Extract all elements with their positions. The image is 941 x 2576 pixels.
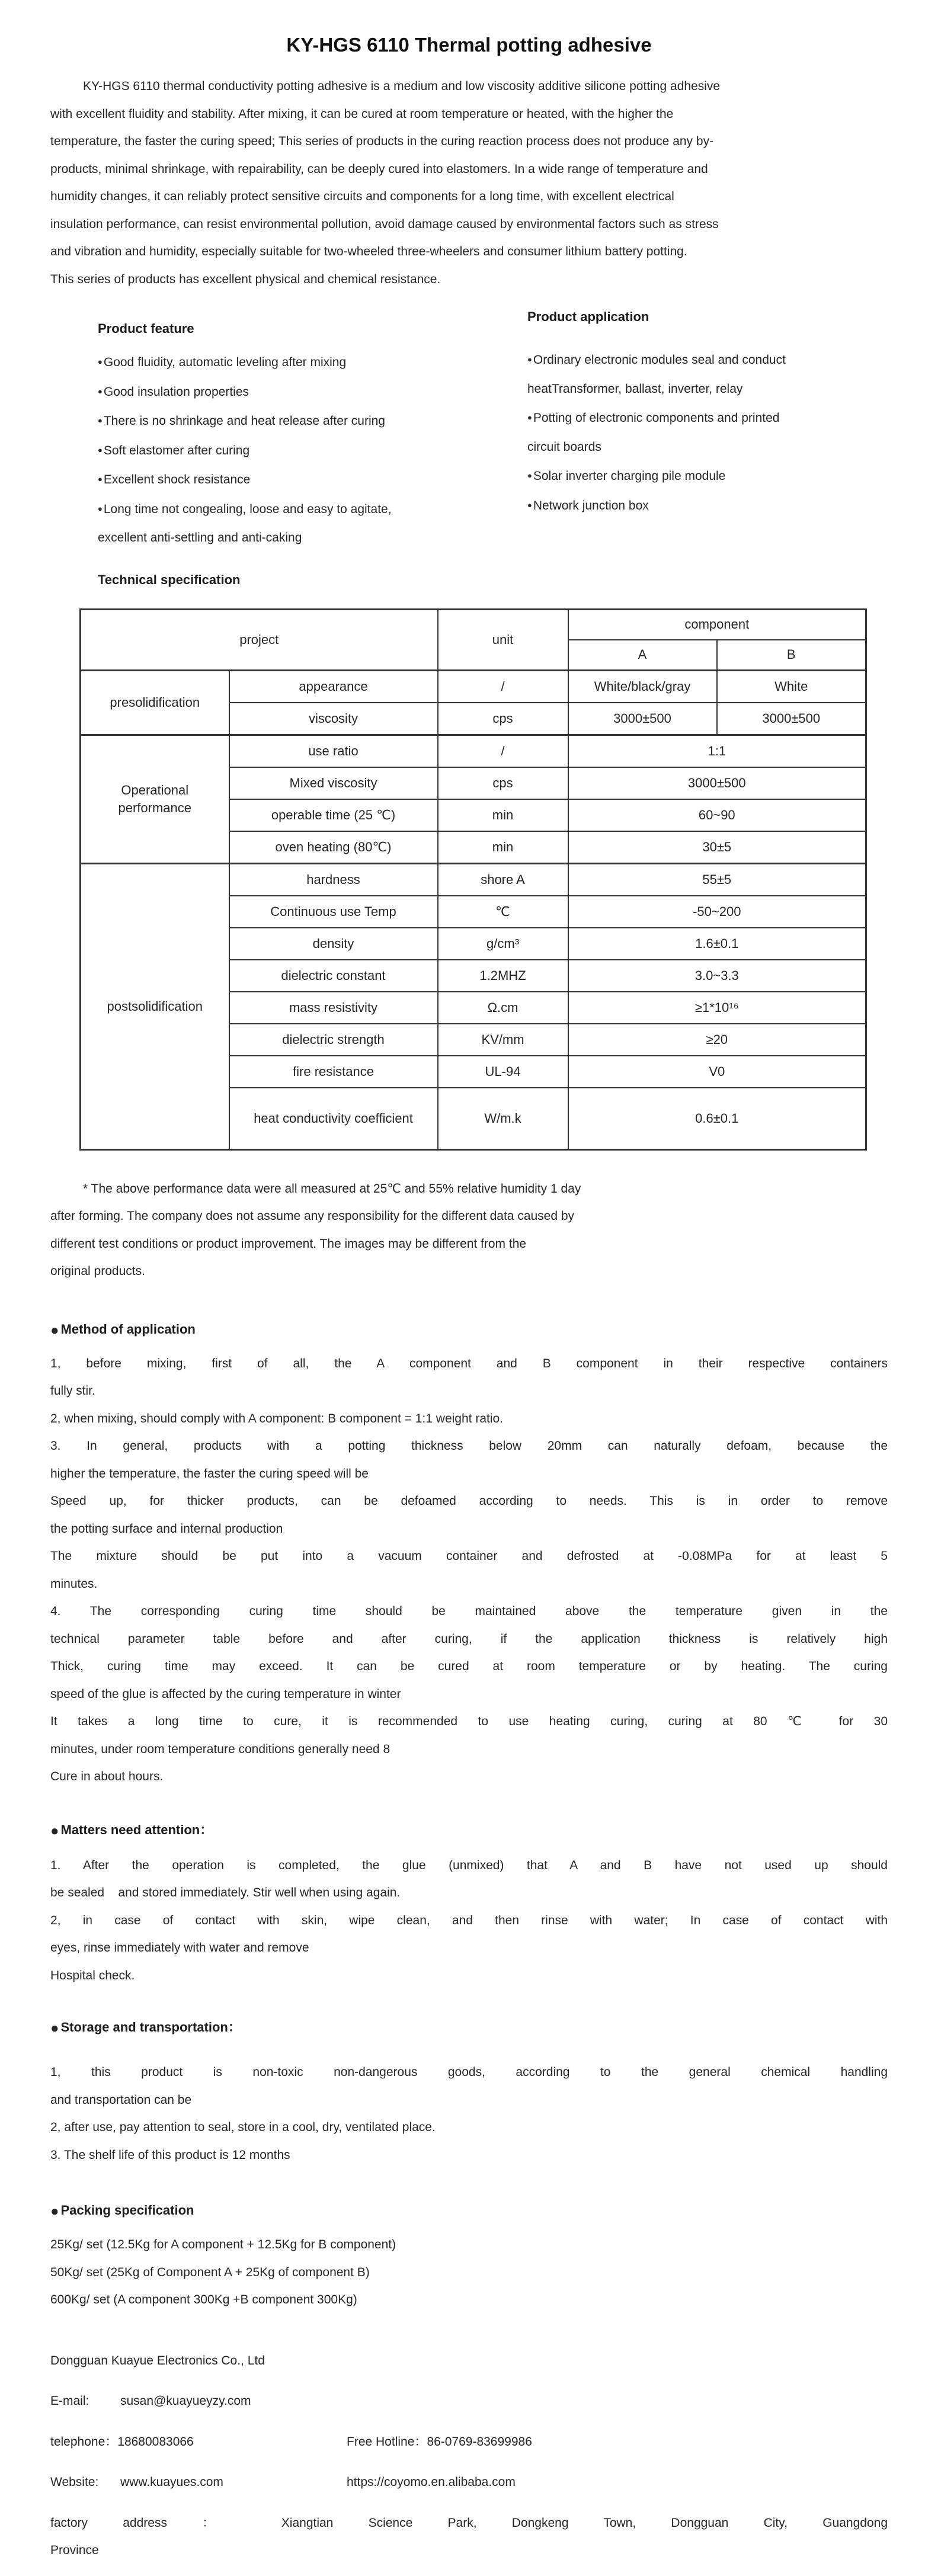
- table-row: [81, 670, 866, 703]
- line-text: minutes.: [50, 1577, 98, 1591]
- email-row: [50, 2388, 888, 2415]
- line-text: Speed up, for thicker products, can be defoamed according to needs. This is in order to remove: [50, 1494, 888, 1508]
- table-cell: dielectric constant: [229, 960, 438, 992]
- line-text: Potting of electronic components and printed: [533, 411, 780, 425]
- section-heading-text: Matters need attention：: [60, 1822, 213, 1837]
- section-heading-text: Storage and transportation：: [60, 2020, 241, 2034]
- email-label: E-mail:: [50, 2394, 89, 2408]
- table-cell: 1:1: [568, 735, 866, 767]
- table-cell: V0: [568, 1056, 866, 1088]
- table-cell: operable time (25 ℃): [229, 799, 438, 831]
- table-cell: Mixed viscosity: [229, 767, 438, 799]
- email-value: susan@kuayueyzy.com: [120, 2394, 251, 2408]
- line-text: * The above performance data were all measured at 25℃ and 55% relative humidity 1 day: [83, 1181, 581, 1196]
- feature-item: [98, 465, 527, 495]
- product-feature-column: [50, 303, 527, 553]
- table-cell: /: [438, 670, 568, 703]
- note-line: [50, 1258, 888, 1286]
- bullet-icon: ●: [50, 2020, 59, 2036]
- table-cell: UL-94: [438, 1056, 568, 1088]
- method-line: [50, 1516, 888, 1543]
- section-heading-packing: [50, 2196, 888, 2225]
- packing-line: [50, 2286, 888, 2314]
- table-cell: cps: [438, 767, 568, 799]
- table-row: [81, 735, 866, 767]
- note-line: [50, 1203, 888, 1231]
- table-header-unit: unit: [438, 609, 568, 670]
- table-cell: density: [229, 928, 438, 960]
- line-text: Good insulation properties: [103, 385, 249, 399]
- line-text: Excellent shock resistance: [103, 473, 251, 486]
- website-value: www.kuayues.com: [120, 2475, 223, 2489]
- bullet-icon: ●: [527, 355, 532, 364]
- line-text: excellent anti-settling and anti-caking: [98, 531, 302, 544]
- intro-line: [50, 156, 888, 184]
- line-text: Solar inverter charging pile module: [533, 469, 726, 483]
- line-text: eyes, rinse immediately with water and remove: [50, 1941, 309, 1955]
- factory-address-line: [50, 2537, 888, 2565]
- section-heading-technical-specification: [50, 566, 888, 594]
- method-line: [50, 1653, 888, 1681]
- table-cell: 3000±500: [717, 703, 866, 735]
- method-line: [50, 1571, 888, 1598]
- line-text: minutes, under room temperature conditions generally need 8: [50, 1742, 391, 1756]
- method-line: [50, 1543, 888, 1571]
- section-heading-product-feature: [98, 315, 527, 343]
- technical-specification-table: [79, 608, 867, 1151]
- line-text: technical parameter table before and after curing, if the application thickness is relatively high: [50, 1632, 888, 1646]
- line-text: 2, in case of contact with skin, wipe clean, and then rinse with water; In case of contact with: [50, 1913, 888, 1927]
- table-row: [81, 863, 866, 896]
- table-cell: shore A: [438, 863, 568, 896]
- line-text: 50Kg/ set (25Kg of Component A + 25Kg of component B): [50, 2265, 370, 2279]
- line-text: speed of the glue is affected by the curing temperature in winter: [50, 1687, 401, 1701]
- table-cell: viscosity: [229, 703, 438, 735]
- bullet-icon: ●: [98, 475, 103, 483]
- line-text: There is no shrinkage and heat release after curing: [103, 414, 385, 428]
- method-line: [50, 1377, 888, 1405]
- line-text: 4. The corresponding curing time should be maintained above the temperature given in the: [50, 1604, 888, 1618]
- table-header-row: [81, 609, 866, 640]
- line-text: 3. The shelf life of this product is 12 months: [50, 2148, 290, 2162]
- page-title: KY-HGS 6110 Thermal potting adhesive: [286, 34, 652, 56]
- intro-line: [50, 238, 888, 266]
- method-line: [50, 1598, 888, 1626]
- product-feature-list: [98, 348, 527, 553]
- feature-item: [98, 436, 527, 466]
- line-text: Ordinary electronic modules seal and conduct: [533, 353, 786, 367]
- table-cell: oven heating (80℃): [229, 831, 438, 864]
- bullet-icon: ●: [98, 504, 103, 513]
- table-header-project: project: [81, 609, 438, 670]
- line-text: Province: [50, 2543, 99, 2557]
- bullet-icon: ●: [98, 416, 103, 425]
- line-text: after forming. The company does not assume any responsibility for the different data caused by: [50, 1209, 575, 1223]
- table-cell: 3.0~3.3: [568, 960, 866, 992]
- line-text: higher the temperature, the faster the curing speed will be: [50, 1466, 369, 1481]
- product-application-list: [527, 345, 888, 520]
- bullet-icon: ●: [50, 2203, 59, 2219]
- table-cell: hardness: [229, 863, 438, 896]
- table-header-component-b: B: [717, 640, 866, 671]
- table-group-cell: postsolidification: [81, 863, 229, 1149]
- line-text: temperature, the faster the curing speed; This series of products in the curing reaction process does not produce any by-: [50, 134, 714, 148]
- method-line: [50, 1433, 888, 1460]
- matters-line: [50, 1934, 888, 1962]
- line-text: circuit boards: [527, 440, 601, 454]
- intro-line: [50, 183, 888, 211]
- section-heading-text: Product feature: [98, 321, 194, 336]
- factory-address: [50, 2510, 888, 2565]
- table-cell: appearance: [229, 670, 438, 703]
- website-row: [50, 2469, 888, 2497]
- line-text: 1. After the operation is completed, the glue (unmixed) that A and B have not used up should: [50, 1858, 888, 1872]
- table-cell: ≥1*10¹⁶: [568, 992, 866, 1024]
- intro-line: [50, 128, 888, 156]
- method-line: [50, 1681, 888, 1709]
- application-item: [527, 462, 888, 491]
- table-cell: 60~90: [568, 799, 866, 831]
- line-text: KY-HGS 6110 thermal conductivity potting adhesive is a medium and low viscosity additive silicone potting adhesive: [83, 79, 721, 93]
- packing-line: [50, 2231, 888, 2259]
- storage-line: [50, 2142, 888, 2170]
- line-text: It takes a long time to cure, it is recommended to use heating curing, curing at 80 ℃ for 30: [50, 1715, 888, 1728]
- table-note: [50, 1175, 888, 1286]
- intro-paragraph: [50, 73, 888, 293]
- line-text: 3. In general, products with a potting thickness below 20mm can naturally defoam, because the: [50, 1439, 888, 1453]
- matters-line: [50, 1907, 888, 1935]
- section-heading-storage: [50, 2013, 888, 2042]
- section-heading-matters: [50, 1816, 888, 1845]
- line-text: and transportation can be: [50, 2093, 192, 2107]
- application-item: [527, 345, 888, 375]
- table-cell: White: [717, 670, 866, 703]
- application-item: [527, 403, 888, 433]
- table-group-cell: presolidification: [81, 670, 229, 735]
- telephone-label: telephone：: [50, 2434, 118, 2449]
- table-cell: /: [438, 735, 568, 767]
- note-line: [50, 1231, 888, 1258]
- packing-list: [50, 2231, 888, 2314]
- free-hotline-value: 86-0769-83699986: [427, 2434, 532, 2449]
- line-text: original products.: [50, 1264, 145, 1278]
- section-heading-text: Method of application: [60, 1321, 196, 1337]
- website-alt-url: https://coyomo.en.alibaba.com: [347, 2475, 516, 2489]
- feature-item: [98, 524, 527, 553]
- feature-item: [98, 377, 527, 407]
- line-text: Good fluidity, automatic leveling after mixing: [103, 355, 347, 369]
- matters-paragraphs: [50, 1852, 888, 1990]
- line-text: Cure in about hours.: [50, 1770, 164, 1783]
- matters-line: [50, 1852, 888, 1880]
- line-text: Network junction box: [533, 498, 649, 512]
- table-cell: dielectric strength: [229, 1024, 438, 1056]
- section-heading-text: Product application: [527, 309, 649, 324]
- table-header-component-a: A: [568, 640, 717, 671]
- line-text: different test conditions or product improvement. The images may be different from the: [50, 1236, 527, 1251]
- table-cell: 1.6±0.1: [568, 928, 866, 960]
- method-line: [50, 1460, 888, 1488]
- table-cell: 1.2MHZ: [438, 960, 568, 992]
- table-cell: ≥20: [568, 1024, 866, 1056]
- feature-item: [98, 495, 527, 524]
- table-cell: 3000±500: [568, 703, 717, 735]
- line-text: 600Kg/ set (A component 300Kg +B component 300Kg): [50, 2293, 357, 2306]
- bullet-icon: ●: [98, 357, 103, 366]
- method-paragraphs: [50, 1350, 888, 1791]
- line-text: products, minimal shrinkage, with repairability, can be deeply cured into elastomers. In a wide range of temperature and: [50, 162, 708, 176]
- table-cell: Ω.cm: [438, 992, 568, 1024]
- contact-block: [50, 2347, 888, 2565]
- table-cell: 0.6±0.1: [568, 1088, 866, 1150]
- bullet-icon: ●: [50, 1822, 59, 1839]
- line-text: Hospital check.: [50, 1968, 135, 1982]
- line-text: 1, before mixing, first of all, the A component and B component in their respective containers: [50, 1356, 888, 1370]
- factory-address-line: [50, 2510, 888, 2537]
- matters-line: [50, 1962, 888, 1990]
- table-cell: use ratio: [229, 735, 438, 767]
- table-cell: Continuous use Temp: [229, 896, 438, 928]
- product-application-column: [527, 303, 888, 553]
- line-text: insulation performance, can resist environmental pollution, avoid damage caused by environmental factors such as stress: [50, 217, 719, 231]
- line-text: 25Kg/ set (12.5Kg for A component + 12.5Kg for B component): [50, 2238, 396, 2251]
- feature-item: [98, 406, 527, 436]
- table-cell: -50~200: [568, 896, 866, 928]
- bullet-icon: ●: [527, 471, 532, 480]
- line-text: The mixture should be put into a vacuum container and defrosted at -0.08MPa for at least 5: [50, 1549, 888, 1563]
- storage-line: [50, 2087, 888, 2114]
- feature-application-columns: [50, 303, 888, 553]
- packing-line: [50, 2259, 888, 2287]
- free-hotline-label: Free Hotline：: [347, 2434, 427, 2449]
- telephone-row: [50, 2428, 888, 2456]
- section-heading-text: Packing specification: [60, 2203, 194, 2218]
- table-cell: 30±5: [568, 831, 866, 864]
- method-line: [50, 1708, 888, 1736]
- section-heading-method: [50, 1315, 888, 1344]
- feature-item: [98, 348, 527, 377]
- section-heading-product-application: [527, 303, 888, 331]
- table-header-component: component: [568, 609, 866, 640]
- matters-line: [50, 1879, 888, 1907]
- line-text: 1, this product is non-toxic non-dangerous goods, according to the general chemical handling: [50, 2065, 888, 2079]
- table-cell: 3000±500: [568, 767, 866, 799]
- intro-line: [50, 266, 888, 294]
- bullet-icon: ●: [527, 500, 532, 510]
- intro-line: [50, 101, 888, 129]
- method-line: [50, 1405, 888, 1433]
- line-text: 2, when mixing, should comply with A component: B component = 1:1 weight ratio.: [50, 1411, 504, 1425]
- method-line: [50, 1626, 888, 1654]
- application-item: [527, 375, 888, 404]
- table-cell: g/cm³: [438, 928, 568, 960]
- line-text: This series of products has excellent physical and chemical resistance.: [50, 272, 441, 286]
- table-cell: cps: [438, 703, 568, 735]
- line-text: be sealed and stored immediately. Stir well when using again.: [50, 1886, 401, 1899]
- website-label: Website:: [50, 2475, 99, 2489]
- table-cell: ℃: [438, 896, 568, 928]
- line-text: Soft elastomer after curing: [103, 443, 250, 457]
- line-text: fully stir.: [50, 1384, 95, 1398]
- line-text: with excellent fluidity and stability. After mixing, it can be cured at room temperature or heated, with the higher the: [50, 107, 674, 121]
- table-cell: fire resistance: [229, 1056, 438, 1088]
- bullet-icon: ●: [98, 445, 103, 454]
- application-item: [527, 433, 888, 462]
- line-text: and vibration and humidity, especially suitable for two-wheeled three-wheelers and consumer lithium battery potting.: [50, 245, 687, 258]
- table-cell: 55±5: [568, 863, 866, 896]
- intro-line: [50, 211, 888, 239]
- line-text: the potting surface and internal production: [50, 1521, 283, 1536]
- table-cell: W/m.k: [438, 1088, 568, 1150]
- storage-paragraphs: [50, 2059, 888, 2169]
- bullet-icon: ●: [50, 1322, 59, 1338]
- bullet-icon: ●: [98, 386, 103, 396]
- telephone-value: 18680083066: [117, 2434, 194, 2449]
- method-line: [50, 1488, 888, 1516]
- storage-line: [50, 2114, 888, 2142]
- storage-line: [50, 2059, 888, 2087]
- free-hotline: [347, 2428, 532, 2456]
- bullet-icon: ●: [527, 413, 532, 422]
- table-group-cell: Operational performance: [81, 735, 229, 863]
- line-text: humidity changes, it can reliably protect sensitive circuits and components for a long time, with excellent electrical: [50, 190, 674, 203]
- note-line: [50, 1175, 888, 1203]
- table-cell: mass resistivity: [229, 992, 438, 1024]
- line-text: Long time not congealing, loose and easy to agitate,: [103, 502, 392, 516]
- line-text: 2, after use, pay attention to seal, store in a cool, dry, ventilated place.: [50, 2120, 436, 2134]
- table-cell: min: [438, 831, 568, 864]
- method-line: [50, 1736, 888, 1764]
- company-name: Dongguan Kuayue Electronics Co., Ltd: [50, 2353, 265, 2367]
- table-cell: heat conductivity coefficient: [229, 1088, 438, 1150]
- intro-line: [50, 73, 888, 101]
- line-text: Thick, curing time may exceed. It can be cured at room temperature or by heating. The curing: [50, 1659, 888, 1673]
- application-item: [527, 491, 888, 521]
- section-heading-text: Technical specification: [98, 572, 241, 587]
- method-line: [50, 1350, 888, 1378]
- table-cell: min: [438, 799, 568, 831]
- table-cell: White/black/gray: [568, 670, 717, 703]
- line-text: factory address ： Xiangtian Science Park, Dongkeng Town, Dongguan City, Guangdong: [50, 2516, 888, 2530]
- table-cell: KV/mm: [438, 1024, 568, 1056]
- method-line: [50, 1763, 888, 1791]
- line-text: heatTransformer, ballast, inverter, relay: [527, 382, 743, 396]
